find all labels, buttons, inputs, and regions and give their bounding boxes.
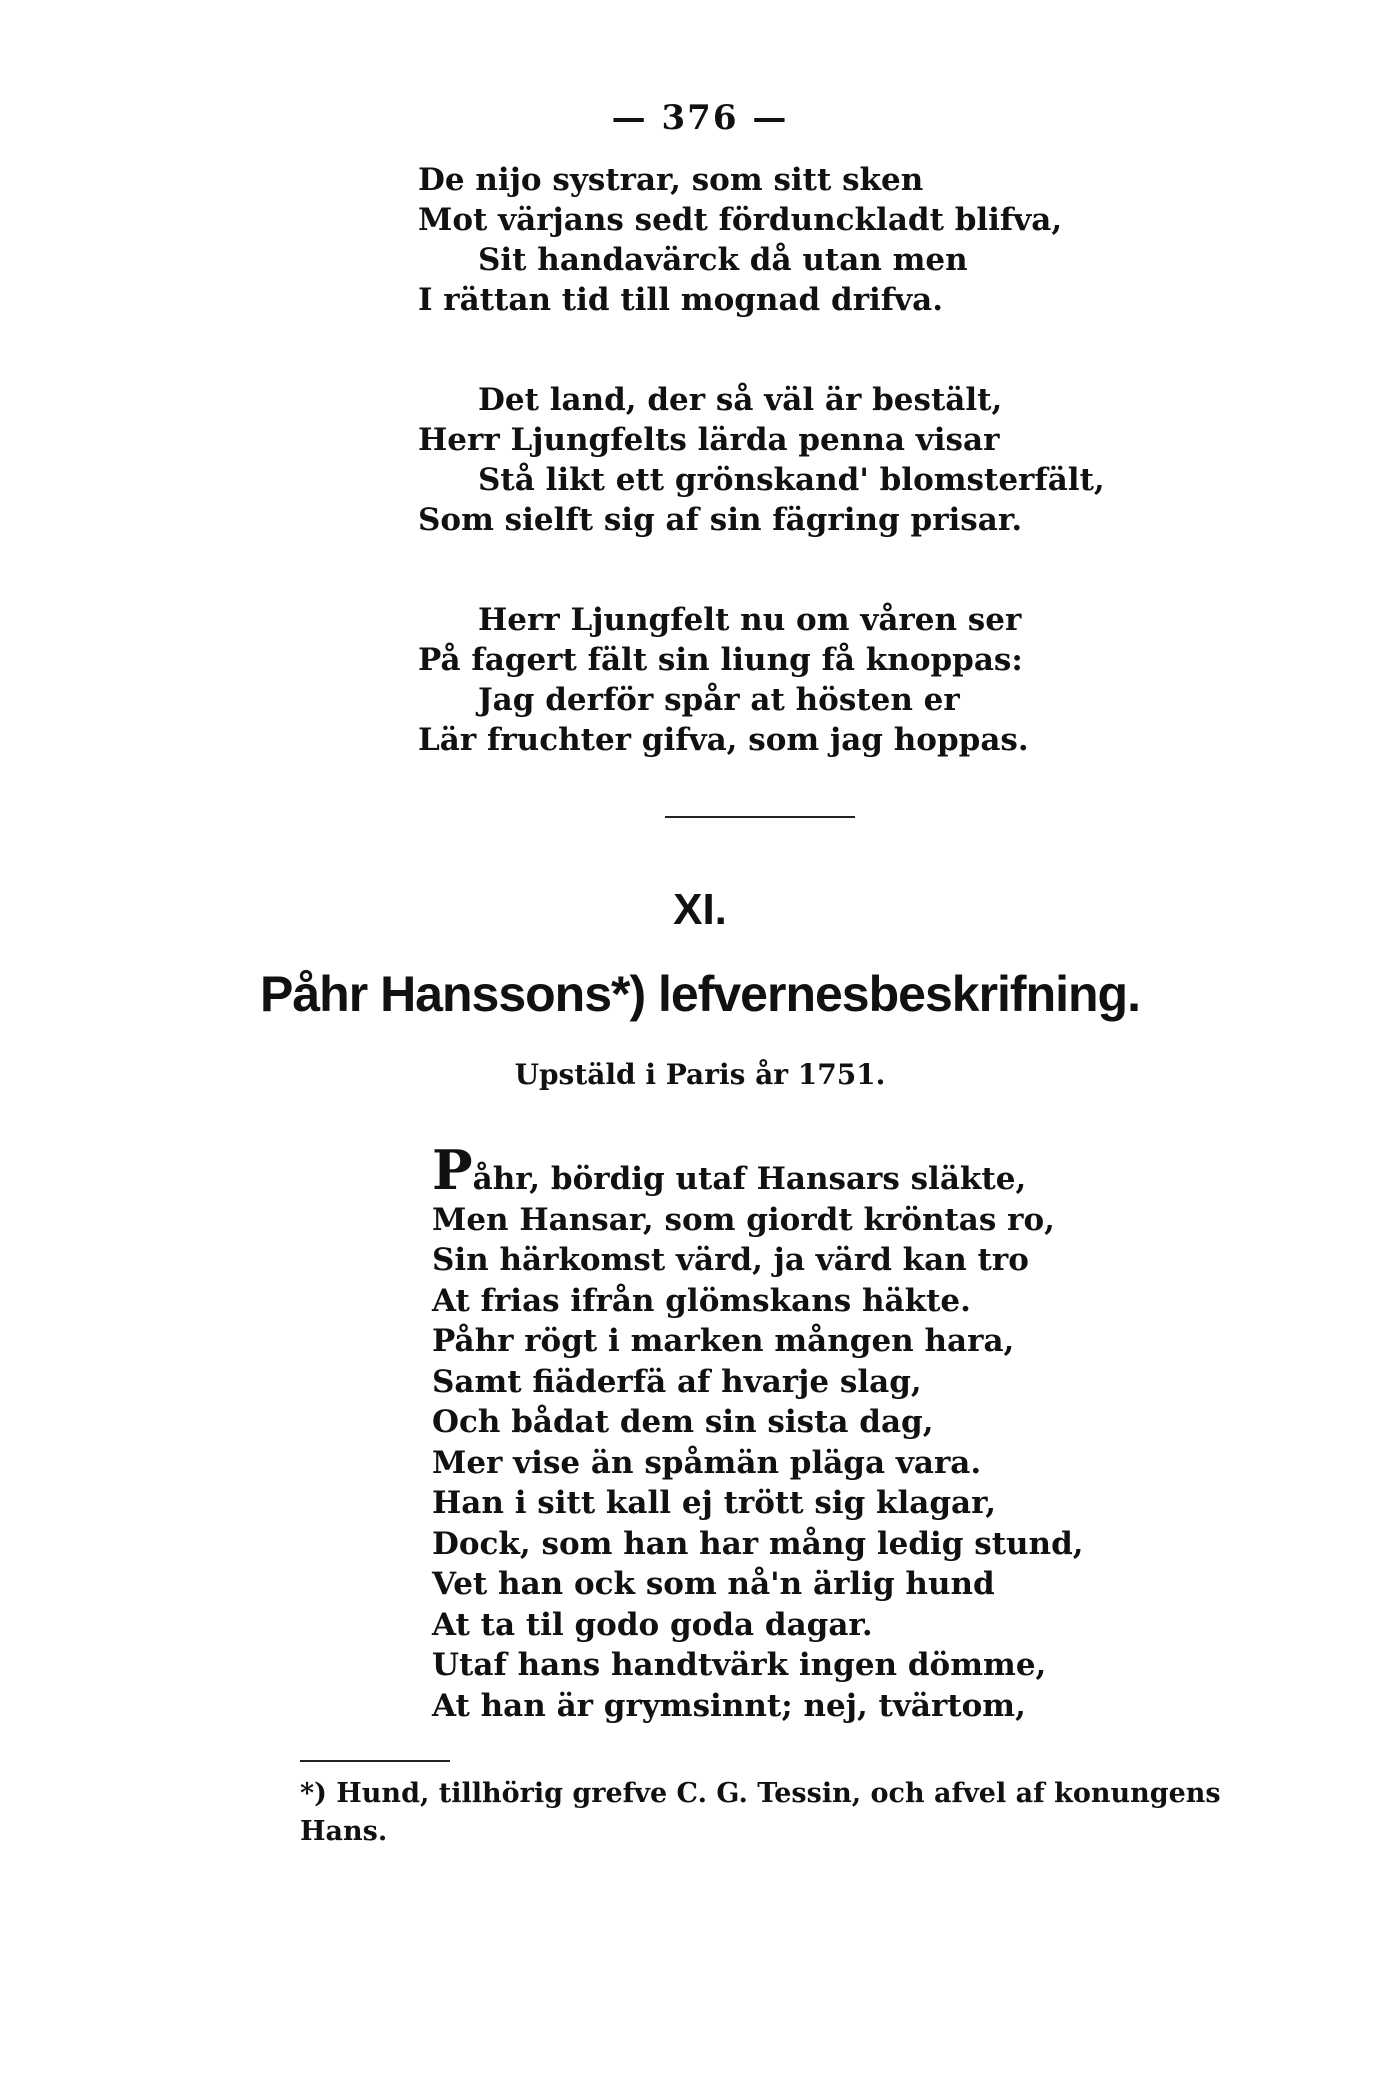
chapter-subtitle: Upstäld i Paris år 1751. bbox=[514, 1058, 886, 1091]
verse-line: Herr Ljungfelt nu om våren ser bbox=[478, 602, 1022, 638]
drop-cap: P bbox=[432, 1138, 473, 1202]
verse-line: Utaf hans handtvärk ingen dömme, bbox=[432, 1647, 1047, 1683]
verse-line: Samt fiäderfä af hvarje slag, bbox=[432, 1363, 922, 1400]
verse-line: Jag derför spår at hösten er bbox=[478, 682, 960, 718]
verse-line: At ta til godo goda dagar. bbox=[432, 1606, 873, 1643]
verse-line: Mot värjans sedt fördunckladt blifva, bbox=[418, 202, 1063, 238]
verse-line: Mer vise än spåmän pläga vara. bbox=[432, 1444, 982, 1481]
verse-line: Sit handavärck då utan men bbox=[478, 242, 968, 278]
page-number: — 376 — bbox=[611, 98, 789, 138]
verse-line: De nijo systrar, som sitt sken bbox=[418, 162, 924, 198]
poem-body bbox=[432, 1138, 1192, 1726]
chapter-title: Påhr Hanssons*) lefvernesbeskrifning. bbox=[260, 966, 1140, 1022]
footnote bbox=[300, 1775, 1260, 1851]
stanza-1 bbox=[418, 160, 1118, 320]
footnote-line: *) Hund, tillhörig grefve C. G. Tessin, och afvel af konungens bbox=[300, 1778, 1221, 1809]
verse-line: På fagert fält sin liung få knoppas: bbox=[418, 642, 1023, 678]
verse-line: Dock, som han har mång ledig stund, bbox=[432, 1525, 1084, 1562]
verse-line: Vet han ock som nå'n ärlig hund bbox=[432, 1566, 995, 1602]
verse-line: Och bådat dem sin sista dag, bbox=[432, 1404, 934, 1440]
verse-line: Men Hansar, som giordt kröntas ro, bbox=[432, 1201, 1055, 1238]
chapter-number: XI. bbox=[673, 885, 727, 934]
verse-line: Sin härkomst värd, ja värd kan tro bbox=[432, 1242, 1029, 1278]
verse-line: Han i sitt kall ej trött sig klagar, bbox=[432, 1485, 997, 1521]
verse-line: Herr Ljungfelts lärda penna visar bbox=[418, 422, 1000, 458]
verse-line: Lär fruchter gifva, som jag hoppas. bbox=[418, 722, 1029, 758]
stanza-2 bbox=[418, 380, 1118, 540]
verse-line-first bbox=[432, 1138, 1192, 1202]
verse-line: Stå likt ett grönskand' blomsterfält, bbox=[478, 462, 1105, 498]
footnote-line: Hans. bbox=[300, 1816, 388, 1847]
verse-line: Påhr rögt i marken mången hara, bbox=[432, 1323, 1015, 1359]
footnote-rule bbox=[300, 1760, 450, 1762]
verse-line: At frias ifrån glömskans häkte. bbox=[432, 1282, 971, 1319]
stanza-3 bbox=[418, 600, 1118, 760]
verse-line: At han är grymsinnt; nej, tvärtom, bbox=[432, 1687, 1026, 1724]
first-line-text: åhr, bördig utaf Hansars släkte, bbox=[472, 1161, 1027, 1197]
section-divider bbox=[665, 816, 855, 818]
verse-line: I rättan tid till mognad drifva. bbox=[418, 282, 944, 318]
verse-line: Det land, der så väl är bestält, bbox=[478, 382, 1003, 418]
verse-line: Som sielft sig af sin fägring prisar. bbox=[418, 502, 1023, 538]
